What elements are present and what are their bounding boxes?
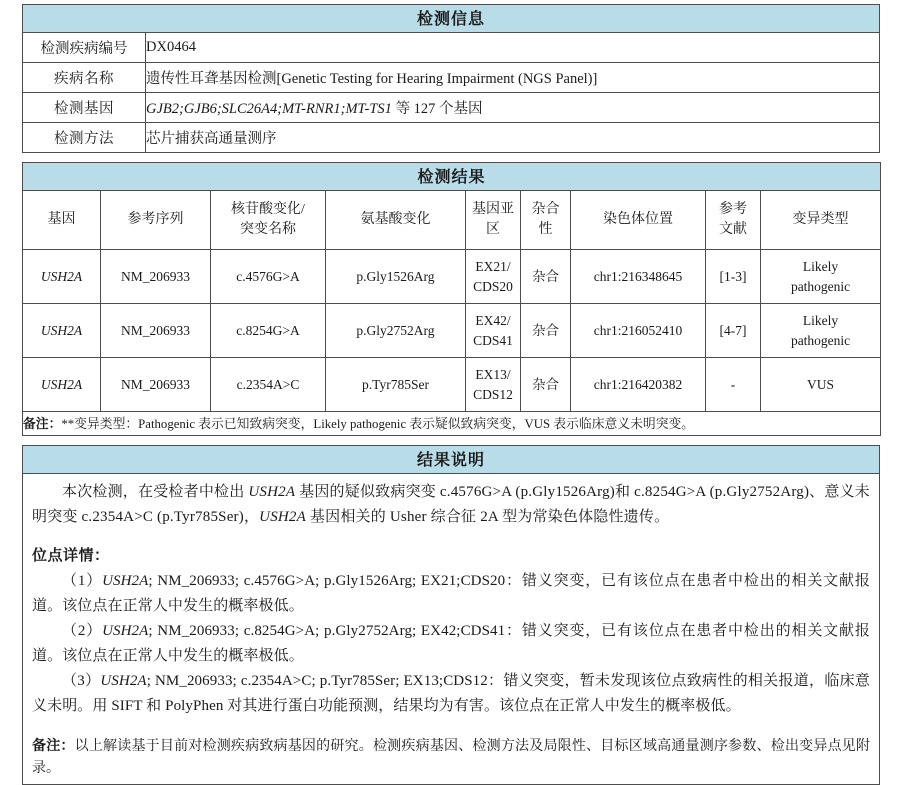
result-explanation-banner-table	[22, 445, 880, 474]
cell-nucleotide-change: c.4576G>A	[211, 250, 326, 304]
result-explanation-banner-row	[23, 446, 880, 474]
table-row-note	[23, 412, 881, 436]
test-result-banner-row	[23, 163, 881, 191]
test-info-value-method: 芯片捕获高通量测序	[146, 123, 880, 153]
column-header-zygosity	[521, 191, 571, 250]
column-header-reference-sequence	[101, 191, 211, 250]
gene-panel-count: 等 127 个基因	[391, 101, 483, 117]
column-header-chromosome-position	[571, 191, 706, 250]
locus-detail-index: （3）	[62, 673, 101, 689]
column-header-variant-type-line1: 变异类型	[792, 212, 849, 227]
column-header-zygosity-line1: 杂合	[531, 202, 560, 217]
locus-detail-body: ; NM_206933; c.4576G>A; p.Gly1526Arg; EX21;CDS20：错义突变，已有该位点在患者中检出的相关文献报道。该位点在正常人中发生的概率极低。	[32, 573, 870, 614]
column-header-subregion-line1: 基因亚	[472, 202, 514, 217]
test-info-label-disease-name: 疾病名称	[23, 63, 146, 93]
cell-chromosome-position: chr1:216348645	[571, 250, 706, 304]
summary-gene-2: USH2A	[259, 509, 306, 525]
cell-literature: -	[706, 358, 761, 412]
column-header-subregion	[466, 191, 521, 250]
note-label: 备注：	[23, 416, 62, 431]
cell-chromosome-position: chr1:216420382	[571, 358, 706, 412]
cell-nucleotide-change: c.2354A>C	[211, 358, 326, 412]
cell-subregion	[466, 304, 521, 358]
cell-gene: USH2A	[23, 250, 101, 304]
locus-detail-index: （2）	[62, 623, 103, 639]
column-header-variant-type	[761, 191, 881, 250]
column-header-amino-acid-change	[326, 191, 466, 250]
test-result-banner: 检测结果	[23, 163, 881, 191]
result-explanation-box	[22, 474, 880, 785]
cell-subregion-line1: EX21/	[475, 258, 511, 274]
cell-nucleotide-change: c.8254G>A	[211, 304, 326, 358]
table-row	[23, 304, 881, 358]
result-explanation-banner: 结果说明	[23, 446, 880, 474]
table-row	[23, 123, 880, 153]
report-footer-note	[32, 735, 870, 780]
test-info-value-genes	[146, 93, 880, 123]
locus-details-title: 位点详情：	[32, 546, 110, 564]
cell-reference-sequence: NM_206933	[101, 358, 211, 412]
column-header-nucleotide-change	[211, 191, 326, 250]
test-info-label-genes: 检测基因	[23, 93, 146, 123]
table-row	[23, 358, 881, 412]
column-header-reference-sequence-line1: 参考序列	[127, 212, 184, 227]
test-info-value-disease-name: 遗传性耳聋基因检测[Genetic Testing for Hearing Impairment (NGS Panel)]	[146, 63, 880, 93]
column-header-gene	[23, 191, 101, 250]
test-info-label-disease-code: 检测疾病编号	[23, 33, 146, 63]
cell-zygosity: 杂合	[521, 304, 571, 358]
cell-zygosity: 杂合	[521, 250, 571, 304]
summary-part-2: 基因的疑似致病突变 c.4576G>A (p.Gly1526Arg)和 c.8254G>A (p.Gly2752Arg)、意义未明突变 c.2354A>C (p.Tyr785Ser)，	[32, 484, 870, 525]
column-header-nucleotide-change-line2: 突变名称	[240, 222, 296, 237]
summary-part-3: 基因相关的 Usher 综合征 2A 型为常染色体隐性遗传。	[305, 509, 670, 525]
cell-variant-type-line1: Likely	[802, 258, 839, 274]
cell-gene: USH2A	[23, 304, 101, 358]
locus-detail-body: ; NM_206933; c.2354A>C; p.Tyr785Ser; EX13;CDS12：错义突变，暂未发现该位点致病性的相关报道，临床意义未明。用 SIFT 和 PolyPhen 对其进行蛋白功能预测，结果均为有害。该位点在正常人中发生的概率极低。	[32, 673, 870, 714]
cell-variant-type-line2: pathogenic	[790, 332, 851, 348]
cell-subregion	[466, 358, 521, 412]
table-header-row	[23, 191, 881, 250]
cell-subregion-line1: EX13/	[475, 366, 511, 382]
locus-detail-body: ; NM_206933; c.8254G>A; p.Gly2752Arg; EX42;CDS41：错义突变，已有该位点在患者中检出的相关文献报道。该位点在正常人中发生的概率极低。	[32, 623, 870, 664]
locus-detail-item	[32, 619, 870, 669]
cell-subregion-line1: EX42/	[475, 312, 511, 328]
column-header-gene-line1: 基因	[47, 212, 76, 227]
cell-subregion	[466, 250, 521, 304]
cell-literature: [1-3]	[706, 250, 761, 304]
cell-reference-sequence: NM_206933	[101, 304, 211, 358]
locus-detail-item	[32, 669, 870, 719]
test-info-banner-row	[23, 5, 880, 33]
cell-variant-type	[761, 250, 881, 304]
gene-panel-list: GJB2;GJB6;SLC26A4;MT-RNR1;MT-TS1	[146, 101, 392, 117]
cell-zygosity: 杂合	[521, 358, 571, 412]
test-info-table	[22, 4, 880, 153]
column-header-chromosome-position-line1: 染色体位置	[603, 212, 673, 227]
footer-note-text: 以上解读基于目前对检测疾病致病基因的研究。检测疾病基因、检测方法及局限性、目标区域高通量测序参数、检出变异点见附录。	[32, 739, 871, 776]
note-text: **变异类型：Pathogenic 表示已知致病突变，Likely pathogenic 表示疑似致病突变，VUS 表示临床意义未明突变。	[61, 416, 695, 431]
cell-amino-acid-change: p.Gly2752Arg	[326, 304, 466, 358]
column-header-subregion-line2: 区	[486, 222, 500, 237]
table-row	[23, 63, 880, 93]
test-result-table	[22, 162, 881, 436]
cell-chromosome-position: chr1:216052410	[571, 304, 706, 358]
footer-note-label: 备注：	[32, 738, 75, 754]
column-header-zygosity-line2: 性	[538, 222, 553, 237]
locus-detail-index: （1）	[62, 573, 103, 589]
test-info-banner: 检测信息	[23, 5, 880, 33]
variant-type-legend-note	[23, 412, 881, 436]
cell-variant-type-line2: pathogenic	[790, 278, 851, 294]
cell-amino-acid-change: p.Gly1526Arg	[326, 250, 466, 304]
cell-subregion-line2: CDS20	[473, 278, 513, 294]
summary-gene-1: USH2A	[248, 484, 296, 500]
cell-variant-type-line1: Likely	[802, 312, 839, 328]
locus-detail-gene: USH2A	[102, 573, 149, 589]
column-header-literature-line2: 文献	[719, 222, 747, 237]
column-header-literature-line1: 参考	[719, 202, 747, 217]
cell-reference-sequence: NM_206933	[101, 250, 211, 304]
cell-amino-acid-change: p.Tyr785Ser	[326, 358, 466, 412]
table-row	[23, 33, 880, 63]
locus-detail-item	[32, 569, 870, 619]
cell-variant-type	[761, 358, 881, 412]
test-info-label-method: 检测方法	[23, 123, 146, 153]
locus-detail-gene: USH2A	[100, 673, 147, 689]
summary-part-1: 本次检测，在受检者中检出	[62, 484, 249, 500]
column-header-literature	[706, 191, 761, 250]
test-info-value-disease-code: DX0464	[146, 33, 880, 63]
locus-detail-gene: USH2A	[102, 623, 149, 639]
cell-subregion-line2: CDS41	[473, 332, 513, 348]
column-header-nucleotide-change-line1: 核苷酸变化/	[231, 202, 305, 217]
cell-gene: USH2A	[23, 358, 101, 412]
cell-literature: [4-7]	[706, 304, 761, 358]
cell-subregion-line2: CDS12	[473, 386, 513, 402]
cell-variant-type	[761, 304, 881, 358]
result-summary-paragraph	[32, 480, 870, 530]
column-header-amino-acid-change-line1: 氨基酸变化	[360, 212, 431, 227]
table-row	[23, 93, 880, 123]
table-row	[23, 250, 881, 304]
cell-variant-type-line1: VUS	[807, 376, 835, 392]
